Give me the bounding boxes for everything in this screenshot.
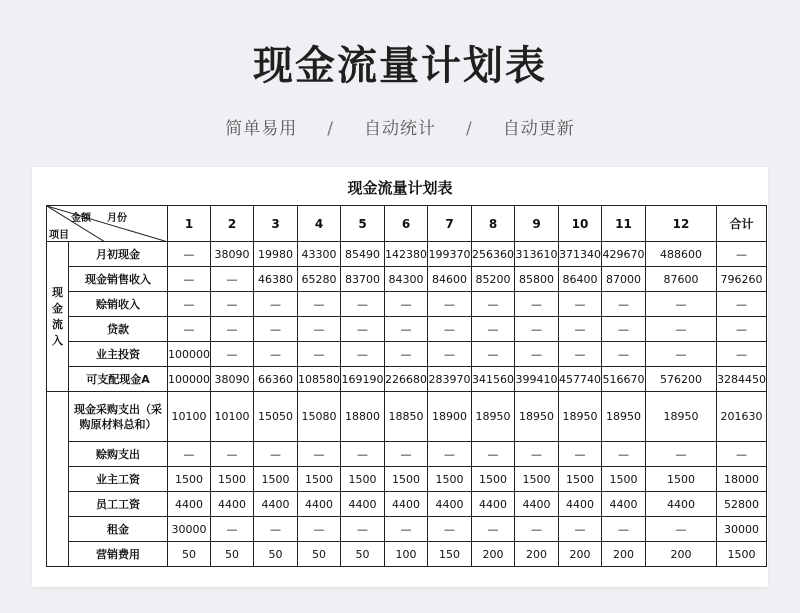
value-cell[interactable]: —	[646, 442, 717, 467]
value-cell[interactable]: 371340	[559, 242, 602, 267]
value-cell[interactable]: —	[717, 242, 767, 267]
value-cell[interactable]: —	[428, 517, 472, 542]
table-row	[47, 367, 767, 392]
value-cell[interactable]: —	[298, 317, 341, 342]
value-cell[interactable]: —	[559, 317, 602, 342]
value-cell[interactable]: —	[211, 292, 254, 317]
value-cell[interactable]: 169190	[341, 367, 385, 392]
value-cell[interactable]: 19980	[254, 242, 298, 267]
value-cell[interactable]: 43300	[298, 242, 341, 267]
table-row	[47, 242, 767, 267]
value-cell[interactable]: 256360	[472, 242, 515, 267]
value-cell[interactable]: —	[717, 292, 767, 317]
value-cell[interactable]: 50	[211, 542, 254, 567]
value-cell[interactable]: 1500	[428, 467, 472, 492]
table-row	[47, 342, 767, 367]
value-cell[interactable]: 1500	[168, 467, 211, 492]
value-cell[interactable]: —	[472, 442, 515, 467]
month-header: 9	[515, 206, 559, 242]
value-cell[interactable]: 50	[298, 542, 341, 567]
value-cell[interactable]: 313610	[515, 242, 559, 267]
value-cell[interactable]: —	[211, 442, 254, 467]
row-group-label	[47, 242, 69, 392]
value-cell[interactable]: 50	[254, 542, 298, 567]
corner-amount-label: 金额	[71, 213, 91, 224]
value-cell[interactable]: —	[602, 442, 646, 467]
value-cell[interactable]: 100000	[168, 342, 211, 367]
value-cell[interactable]: 18000	[717, 467, 767, 492]
value-cell[interactable]: —	[646, 342, 717, 367]
table-row	[47, 467, 767, 492]
row-label: 员工工资	[69, 492, 168, 517]
value-cell[interactable]: 796260	[717, 267, 767, 292]
value-cell[interactable]: 30000	[168, 517, 211, 542]
value-cell[interactable]: —	[168, 267, 211, 292]
value-cell[interactable]: 4400	[168, 492, 211, 517]
value-cell[interactable]: —	[341, 317, 385, 342]
value-cell[interactable]: 1500	[341, 467, 385, 492]
value-cell[interactable]: 150	[428, 542, 472, 567]
tag-separator: /	[466, 119, 473, 139]
cash-flow-table	[46, 205, 767, 567]
table-row	[47, 317, 767, 342]
value-cell[interactable]: —	[341, 342, 385, 367]
value-cell[interactable]: —	[515, 442, 559, 467]
month-header: 8	[472, 206, 515, 242]
value-cell[interactable]: —	[472, 342, 515, 367]
value-cell[interactable]: —	[254, 292, 298, 317]
value-cell[interactable]: —	[254, 342, 298, 367]
page-title: 现金流量计划表	[253, 43, 547, 89]
value-cell[interactable]: 1500	[211, 467, 254, 492]
value-cell[interactable]: 200	[646, 542, 717, 567]
value-cell[interactable]: 488600	[646, 242, 717, 267]
row-label: 租金	[69, 517, 168, 542]
month-header: 合计	[717, 206, 767, 242]
value-cell[interactable]: —	[559, 442, 602, 467]
value-cell[interactable]: —	[472, 317, 515, 342]
value-cell[interactable]: 200	[472, 542, 515, 567]
value-cell[interactable]: 15080	[298, 392, 341, 442]
group-char: 入	[52, 333, 63, 347]
value-cell[interactable]: —	[211, 267, 254, 292]
value-cell[interactable]: —	[515, 292, 559, 317]
row-label: 可支配现金A	[69, 367, 168, 392]
month-header: 3	[254, 206, 298, 242]
value-cell[interactable]: —	[559, 292, 602, 317]
month-header: 6	[385, 206, 428, 242]
value-cell[interactable]: 1500	[385, 467, 428, 492]
value-cell[interactable]: 4400	[515, 492, 559, 517]
corner-month-label: 月份	[107, 213, 127, 224]
group-char: 流	[52, 317, 63, 331]
value-cell[interactable]: 52800	[717, 492, 767, 517]
value-cell[interactable]: 1500	[602, 467, 646, 492]
value-cell[interactable]: 1500	[646, 467, 717, 492]
value-cell[interactable]: 108580	[298, 367, 341, 392]
value-cell[interactable]: —	[385, 317, 428, 342]
month-header: 10	[559, 206, 602, 242]
value-cell[interactable]: —	[211, 317, 254, 342]
value-cell[interactable]: 50	[168, 542, 211, 567]
value-cell[interactable]: 18800	[341, 392, 385, 442]
value-cell[interactable]: 84600	[428, 267, 472, 292]
value-cell[interactable]: 226680	[385, 367, 428, 392]
value-cell[interactable]: 65280	[298, 267, 341, 292]
header-row	[47, 206, 767, 242]
value-cell[interactable]: 3284450	[717, 367, 767, 392]
value-cell[interactable]: 18850	[385, 392, 428, 442]
tag-easy: 简单易用	[225, 119, 298, 139]
corner-item-label: 项目	[49, 230, 69, 241]
value-cell[interactable]: 18950	[515, 392, 559, 442]
value-cell[interactable]: 10100	[211, 392, 254, 442]
value-cell[interactable]: 85800	[515, 267, 559, 292]
value-cell[interactable]: 201630	[717, 392, 767, 442]
group-char: 金	[52, 301, 63, 315]
value-cell[interactable]: 200	[602, 542, 646, 567]
value-cell[interactable]: 30000	[717, 517, 767, 542]
row-label: 营销费用	[69, 542, 168, 567]
value-cell[interactable]: 38090	[211, 367, 254, 392]
value-cell[interactable]: —	[559, 342, 602, 367]
value-cell[interactable]: —	[646, 292, 717, 317]
value-cell[interactable]: 283970	[428, 367, 472, 392]
value-cell[interactable]: —	[298, 442, 341, 467]
value-cell[interactable]: 18950	[472, 392, 515, 442]
tag-auto-stat: 自动统计	[364, 119, 436, 139]
row-label: 贷款	[69, 317, 168, 342]
value-cell[interactable]: 4400	[559, 492, 602, 517]
value-cell[interactable]: 199370	[428, 242, 472, 267]
value-cell[interactable]: —	[385, 292, 428, 317]
row-label: 现金销售收入	[69, 267, 168, 292]
value-cell[interactable]: —	[602, 317, 646, 342]
value-cell[interactable]: 4400	[385, 492, 428, 517]
tag-auto-update: 自动更新	[502, 119, 575, 139]
row-label: 现金采购支出（采购原材料总和）	[69, 392, 168, 442]
value-cell[interactable]: 4400	[428, 492, 472, 517]
value-cell[interactable]: 1500	[559, 467, 602, 492]
value-cell[interactable]: 100	[385, 542, 428, 567]
value-cell[interactable]: —	[602, 292, 646, 317]
value-cell[interactable]: —	[341, 517, 385, 542]
value-cell[interactable]: —	[298, 517, 341, 542]
month-header: 2	[211, 206, 254, 242]
value-cell[interactable]: 4400	[211, 492, 254, 517]
value-cell[interactable]: —	[385, 342, 428, 367]
value-cell[interactable]: 341560	[472, 367, 515, 392]
value-cell[interactable]: 84300	[385, 267, 428, 292]
value-cell[interactable]: 85200	[472, 267, 515, 292]
month-header: 7	[428, 206, 472, 242]
corner-header	[47, 206, 168, 242]
value-cell[interactable]: —	[428, 442, 472, 467]
row-label: 赊销收入	[69, 292, 168, 317]
value-cell[interactable]: —	[602, 517, 646, 542]
table-row	[47, 492, 767, 517]
row-group-label	[47, 392, 69, 567]
value-cell[interactable]: 18950	[602, 392, 646, 442]
value-cell[interactable]: 1500	[515, 467, 559, 492]
value-cell[interactable]: —	[428, 342, 472, 367]
value-cell[interactable]: 66360	[254, 367, 298, 392]
value-cell[interactable]: 15050	[254, 392, 298, 442]
month-header: 5	[341, 206, 385, 242]
table-row	[47, 267, 767, 292]
value-cell[interactable]: 18950	[559, 392, 602, 442]
value-cell[interactable]: —	[211, 517, 254, 542]
value-cell[interactable]: 10100	[168, 392, 211, 442]
value-cell[interactable]: 4400	[602, 492, 646, 517]
value-cell[interactable]: 1500	[298, 467, 341, 492]
value-cell[interactable]: —	[254, 517, 298, 542]
row-label: 赊购支出	[69, 442, 168, 467]
tag-separator: /	[327, 119, 334, 139]
value-cell[interactable]: —	[515, 517, 559, 542]
table-row	[47, 517, 767, 542]
value-cell[interactable]: 85490	[341, 242, 385, 267]
value-cell[interactable]: —	[211, 342, 254, 367]
value-cell[interactable]: —	[472, 517, 515, 542]
value-cell[interactable]: —	[254, 317, 298, 342]
value-cell[interactable]: 38090	[211, 242, 254, 267]
value-cell[interactable]: 429670	[602, 242, 646, 267]
value-cell[interactable]: —	[515, 342, 559, 367]
value-cell[interactable]: —	[385, 517, 428, 542]
month-header: 12	[646, 206, 717, 242]
value-cell[interactable]: —	[646, 517, 717, 542]
group-char: 现	[52, 285, 63, 299]
value-cell[interactable]: 83700	[341, 267, 385, 292]
value-cell[interactable]: 4400	[298, 492, 341, 517]
value-cell[interactable]: —	[168, 442, 211, 467]
value-cell[interactable]: —	[472, 292, 515, 317]
value-cell[interactable]: 86400	[559, 267, 602, 292]
value-cell[interactable]: —	[254, 442, 298, 467]
value-cell[interactable]: 46380	[254, 267, 298, 292]
table-row	[47, 292, 767, 317]
value-cell[interactable]: 200	[559, 542, 602, 567]
value-cell[interactable]: —	[515, 317, 559, 342]
value-cell[interactable]: 4400	[341, 492, 385, 517]
value-cell[interactable]: 1500	[472, 467, 515, 492]
value-cell[interactable]: 18900	[428, 392, 472, 442]
value-cell[interactable]: —	[298, 292, 341, 317]
value-cell[interactable]: 87000	[602, 267, 646, 292]
value-cell[interactable]: 87600	[646, 267, 717, 292]
table-row	[47, 442, 767, 467]
value-cell[interactable]: —	[168, 317, 211, 342]
value-cell[interactable]: 4400	[254, 492, 298, 517]
sheet-title: 现金流量计划表	[347, 179, 453, 197]
value-cell[interactable]: —	[385, 442, 428, 467]
value-cell[interactable]: 399410	[515, 367, 559, 392]
feature-tagline	[0, 114, 800, 139]
value-cell[interactable]: —	[717, 342, 767, 367]
value-cell[interactable]: 200	[515, 542, 559, 567]
value-cell[interactable]: 1500	[254, 467, 298, 492]
month-header: 1	[168, 206, 211, 242]
value-cell[interactable]: 4400	[646, 492, 717, 517]
value-cell[interactable]: 100000	[168, 367, 211, 392]
value-cell[interactable]: 516670	[602, 367, 646, 392]
month-header: 4	[298, 206, 341, 242]
value-cell[interactable]: —	[428, 317, 472, 342]
spreadsheet-preview	[32, 167, 768, 587]
value-cell[interactable]: —	[168, 242, 211, 267]
value-cell[interactable]: 142380	[385, 242, 428, 267]
row-label: 月初现金	[69, 242, 168, 267]
value-cell[interactable]: —	[168, 292, 211, 317]
value-cell[interactable]: —	[428, 292, 472, 317]
value-cell[interactable]: —	[341, 292, 385, 317]
row-label: 业主工资	[69, 467, 168, 492]
value-cell[interactable]: —	[341, 442, 385, 467]
value-cell[interactable]: 1500	[717, 542, 767, 567]
table-row	[47, 542, 767, 567]
value-cell[interactable]: 18950	[646, 392, 717, 442]
value-cell[interactable]: —	[717, 442, 767, 467]
value-cell[interactable]: —	[298, 342, 341, 367]
value-cell[interactable]: 457740	[559, 367, 602, 392]
value-cell[interactable]: 576200	[646, 367, 717, 392]
value-cell[interactable]: 50	[341, 542, 385, 567]
value-cell[interactable]: —	[646, 317, 717, 342]
month-header: 11	[602, 206, 646, 242]
value-cell[interactable]: —	[602, 342, 646, 367]
value-cell[interactable]: —	[559, 517, 602, 542]
value-cell[interactable]: —	[717, 317, 767, 342]
value-cell[interactable]: 4400	[472, 492, 515, 517]
table-row	[47, 392, 767, 442]
row-label: 业主投资	[69, 342, 168, 367]
